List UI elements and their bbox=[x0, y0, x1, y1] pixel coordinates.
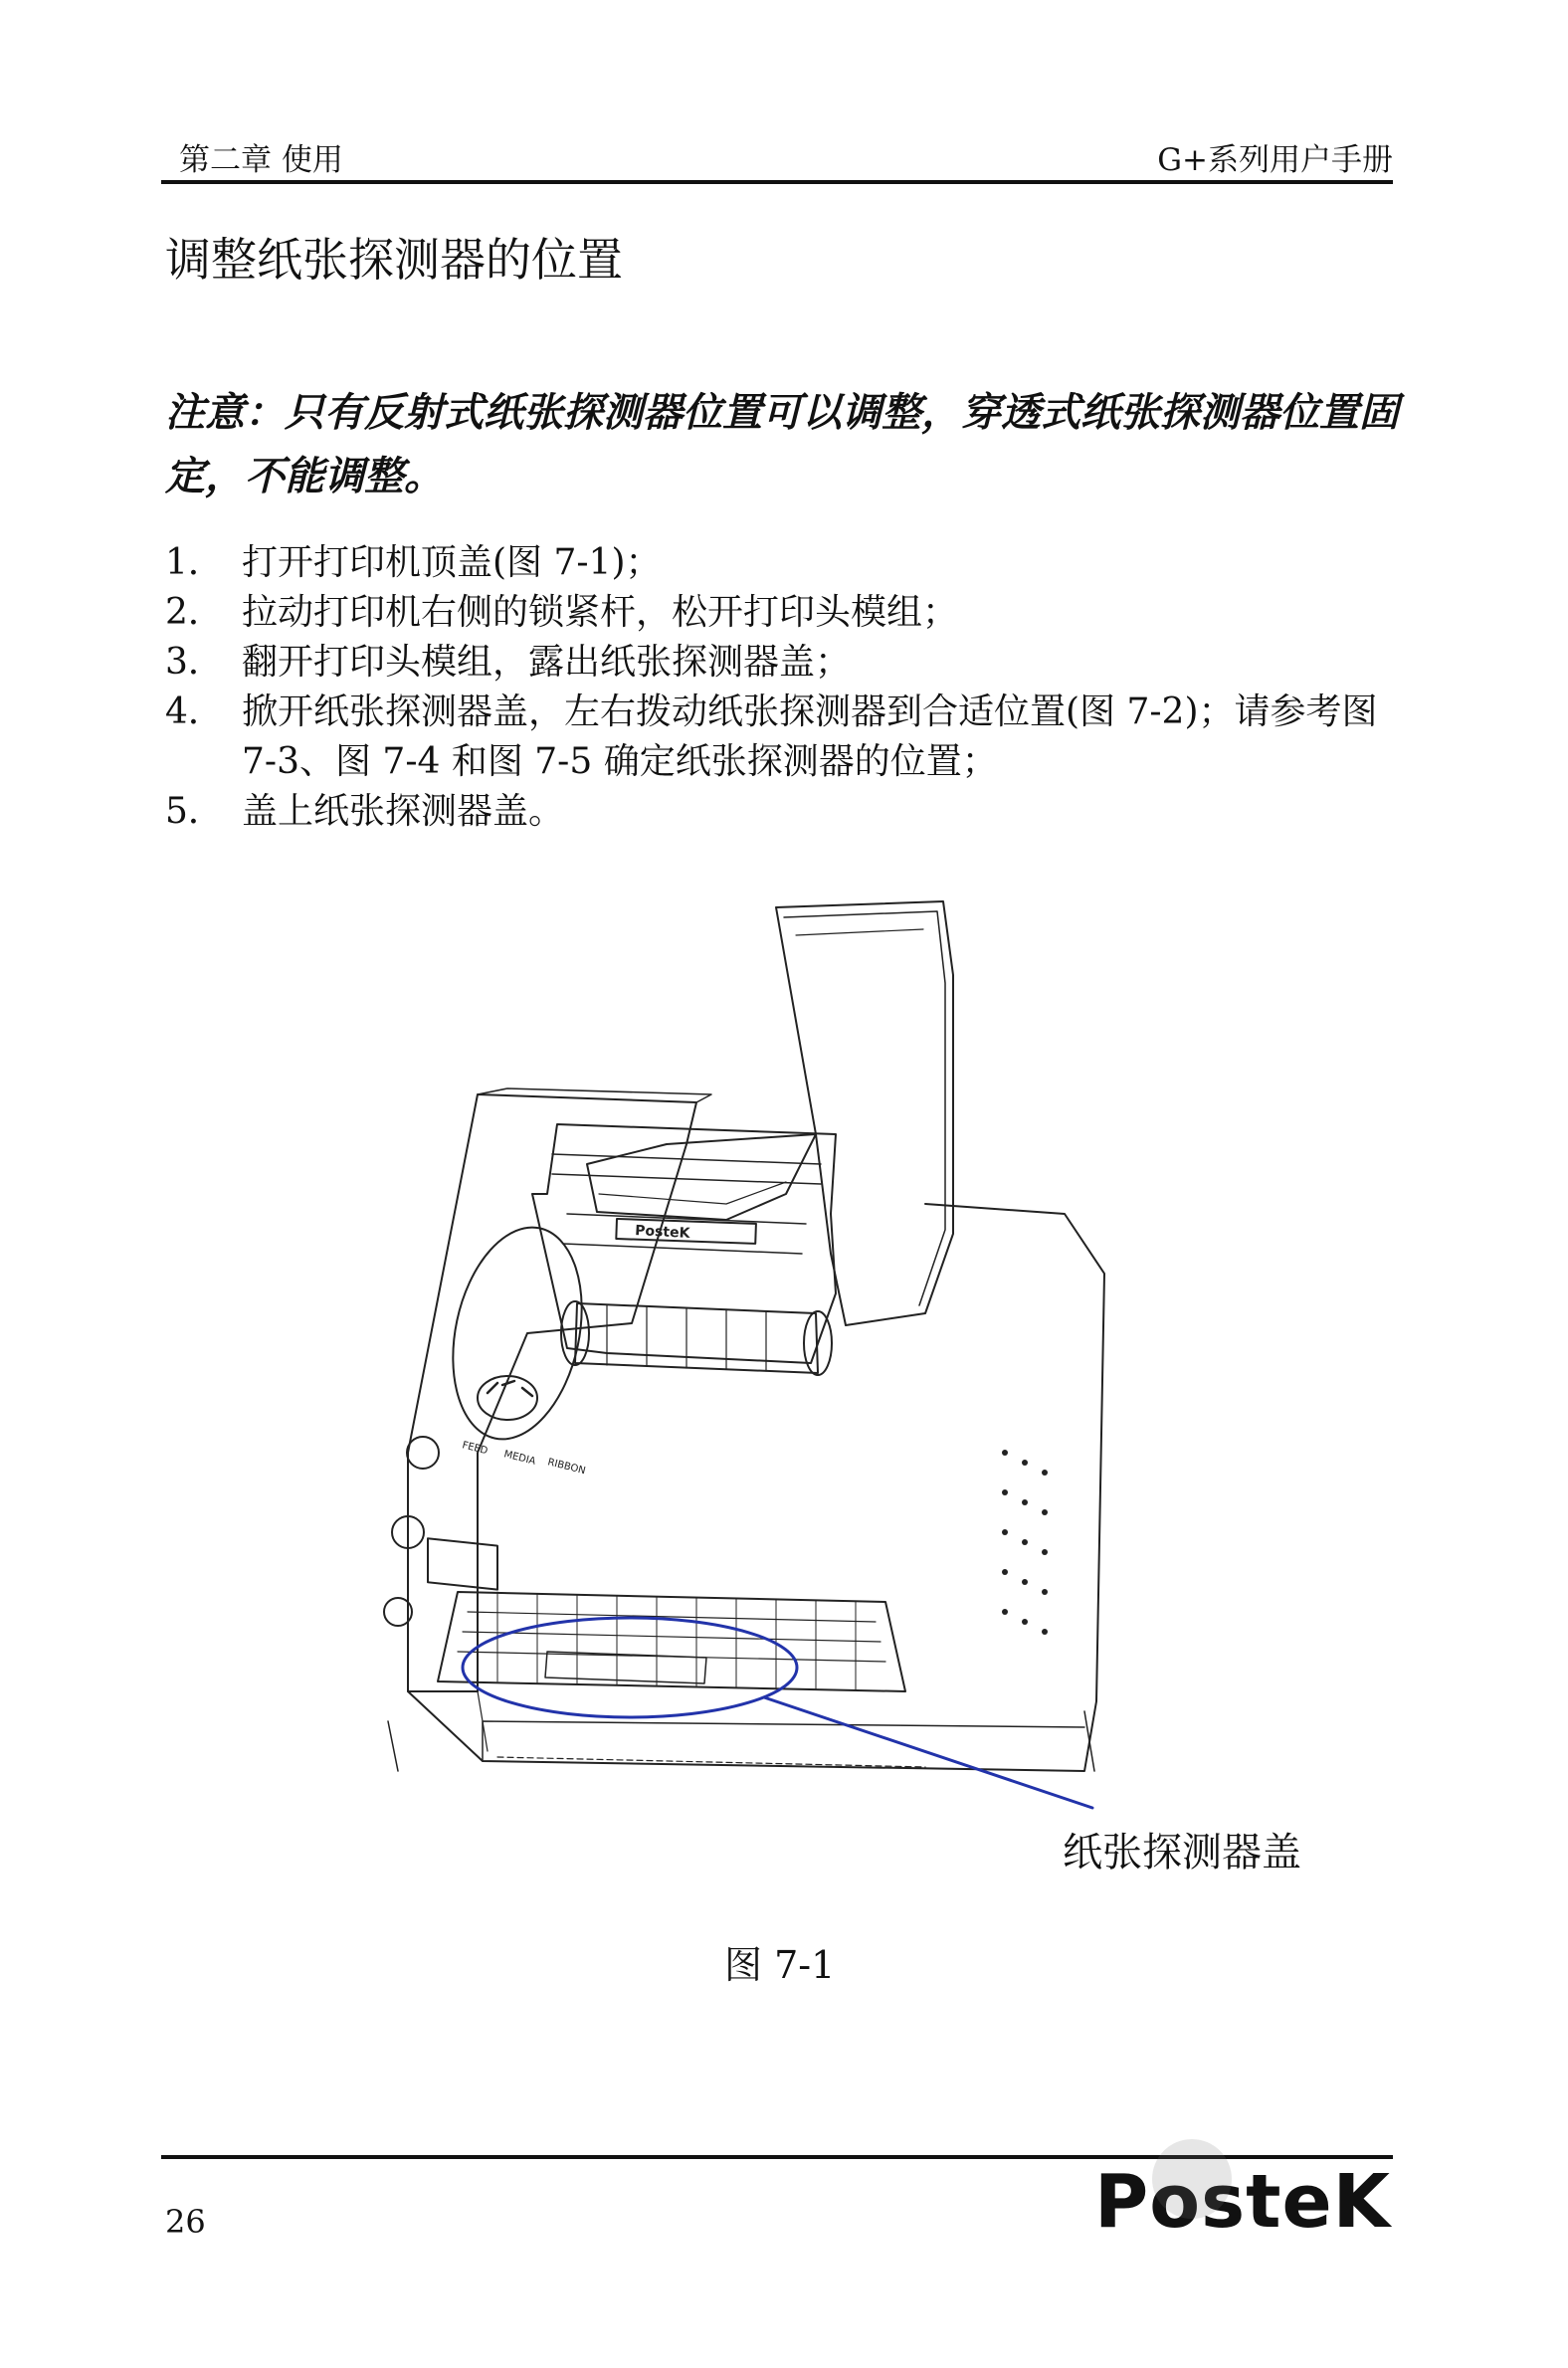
step-text: 拉动打印机右侧的锁紧杆，松开打印头模组； bbox=[242, 592, 959, 633]
step-list bbox=[165, 538, 1409, 837]
step-number: 2． bbox=[165, 592, 224, 633]
section-title: 调整纸张探测器的位置 bbox=[165, 233, 623, 287]
header-chapter: 第二章 使用 bbox=[179, 142, 343, 178]
step-text: 翻开打印头模组，露出纸张探测器盖； bbox=[242, 642, 852, 683]
note: 注意：只有反射式纸张探测器位置可以调整，穿透式纸张探测器位置固定，不能调整。 bbox=[165, 390, 1399, 499]
printer-illustration bbox=[368, 895, 1124, 1890]
page-number: 26 bbox=[165, 2203, 206, 2241]
paw-icon bbox=[1152, 2139, 1232, 2219]
panel-label-media: MEDIA bbox=[502, 1449, 537, 1468]
sensor-cover bbox=[545, 1652, 706, 1683]
list-item bbox=[165, 787, 1409, 837]
brand-logo: PosteK bbox=[1094, 2159, 1392, 2245]
step-number: 5． bbox=[165, 791, 224, 832]
list-item bbox=[165, 688, 1409, 787]
printer-body bbox=[408, 1094, 696, 1691]
panel-label-ribbon: RIBBON bbox=[546, 1457, 587, 1478]
display-window bbox=[428, 1538, 497, 1589]
header-rule bbox=[161, 180, 1393, 184]
step-text: 掀开纸张探测器盖，左右拨动纸张探测器到合适位置(图 7-2)；请参考图 7-3、图 7-4 和图 7-5 确定纸张探测器的位置； bbox=[242, 691, 1378, 782]
step-number: 3． bbox=[165, 642, 224, 683]
list-item bbox=[165, 588, 1409, 638]
callout-label: 纸张探测器盖 bbox=[1063, 1830, 1301, 1875]
list-item bbox=[165, 538, 1409, 588]
gear-icon bbox=[407, 1437, 439, 1469]
step-number: 1． bbox=[165, 542, 224, 583]
ribbon-brand-label: PosteK bbox=[634, 1223, 690, 1242]
watermark bbox=[1112, 2109, 1461, 2338]
step-number: 4． bbox=[165, 691, 224, 732]
step-text: 打开打印机顶盖(图 7-1)； bbox=[242, 542, 662, 583]
header-manual-title: G+系列用户手册 bbox=[1157, 142, 1393, 178]
open-top-cover bbox=[776, 901, 953, 1325]
callout-leader bbox=[764, 1697, 1092, 1808]
step-text: 盖上纸张探测器盖。 bbox=[242, 791, 565, 832]
vent-grille bbox=[1002, 1450, 1048, 1635]
panel-label-feed: FEED bbox=[461, 1440, 490, 1458]
sensor-cover-highlight bbox=[463, 1618, 797, 1717]
media-guide bbox=[438, 1592, 905, 1691]
list-item bbox=[165, 638, 1409, 688]
figure-caption: 图 7-1 bbox=[724, 1943, 836, 1987]
